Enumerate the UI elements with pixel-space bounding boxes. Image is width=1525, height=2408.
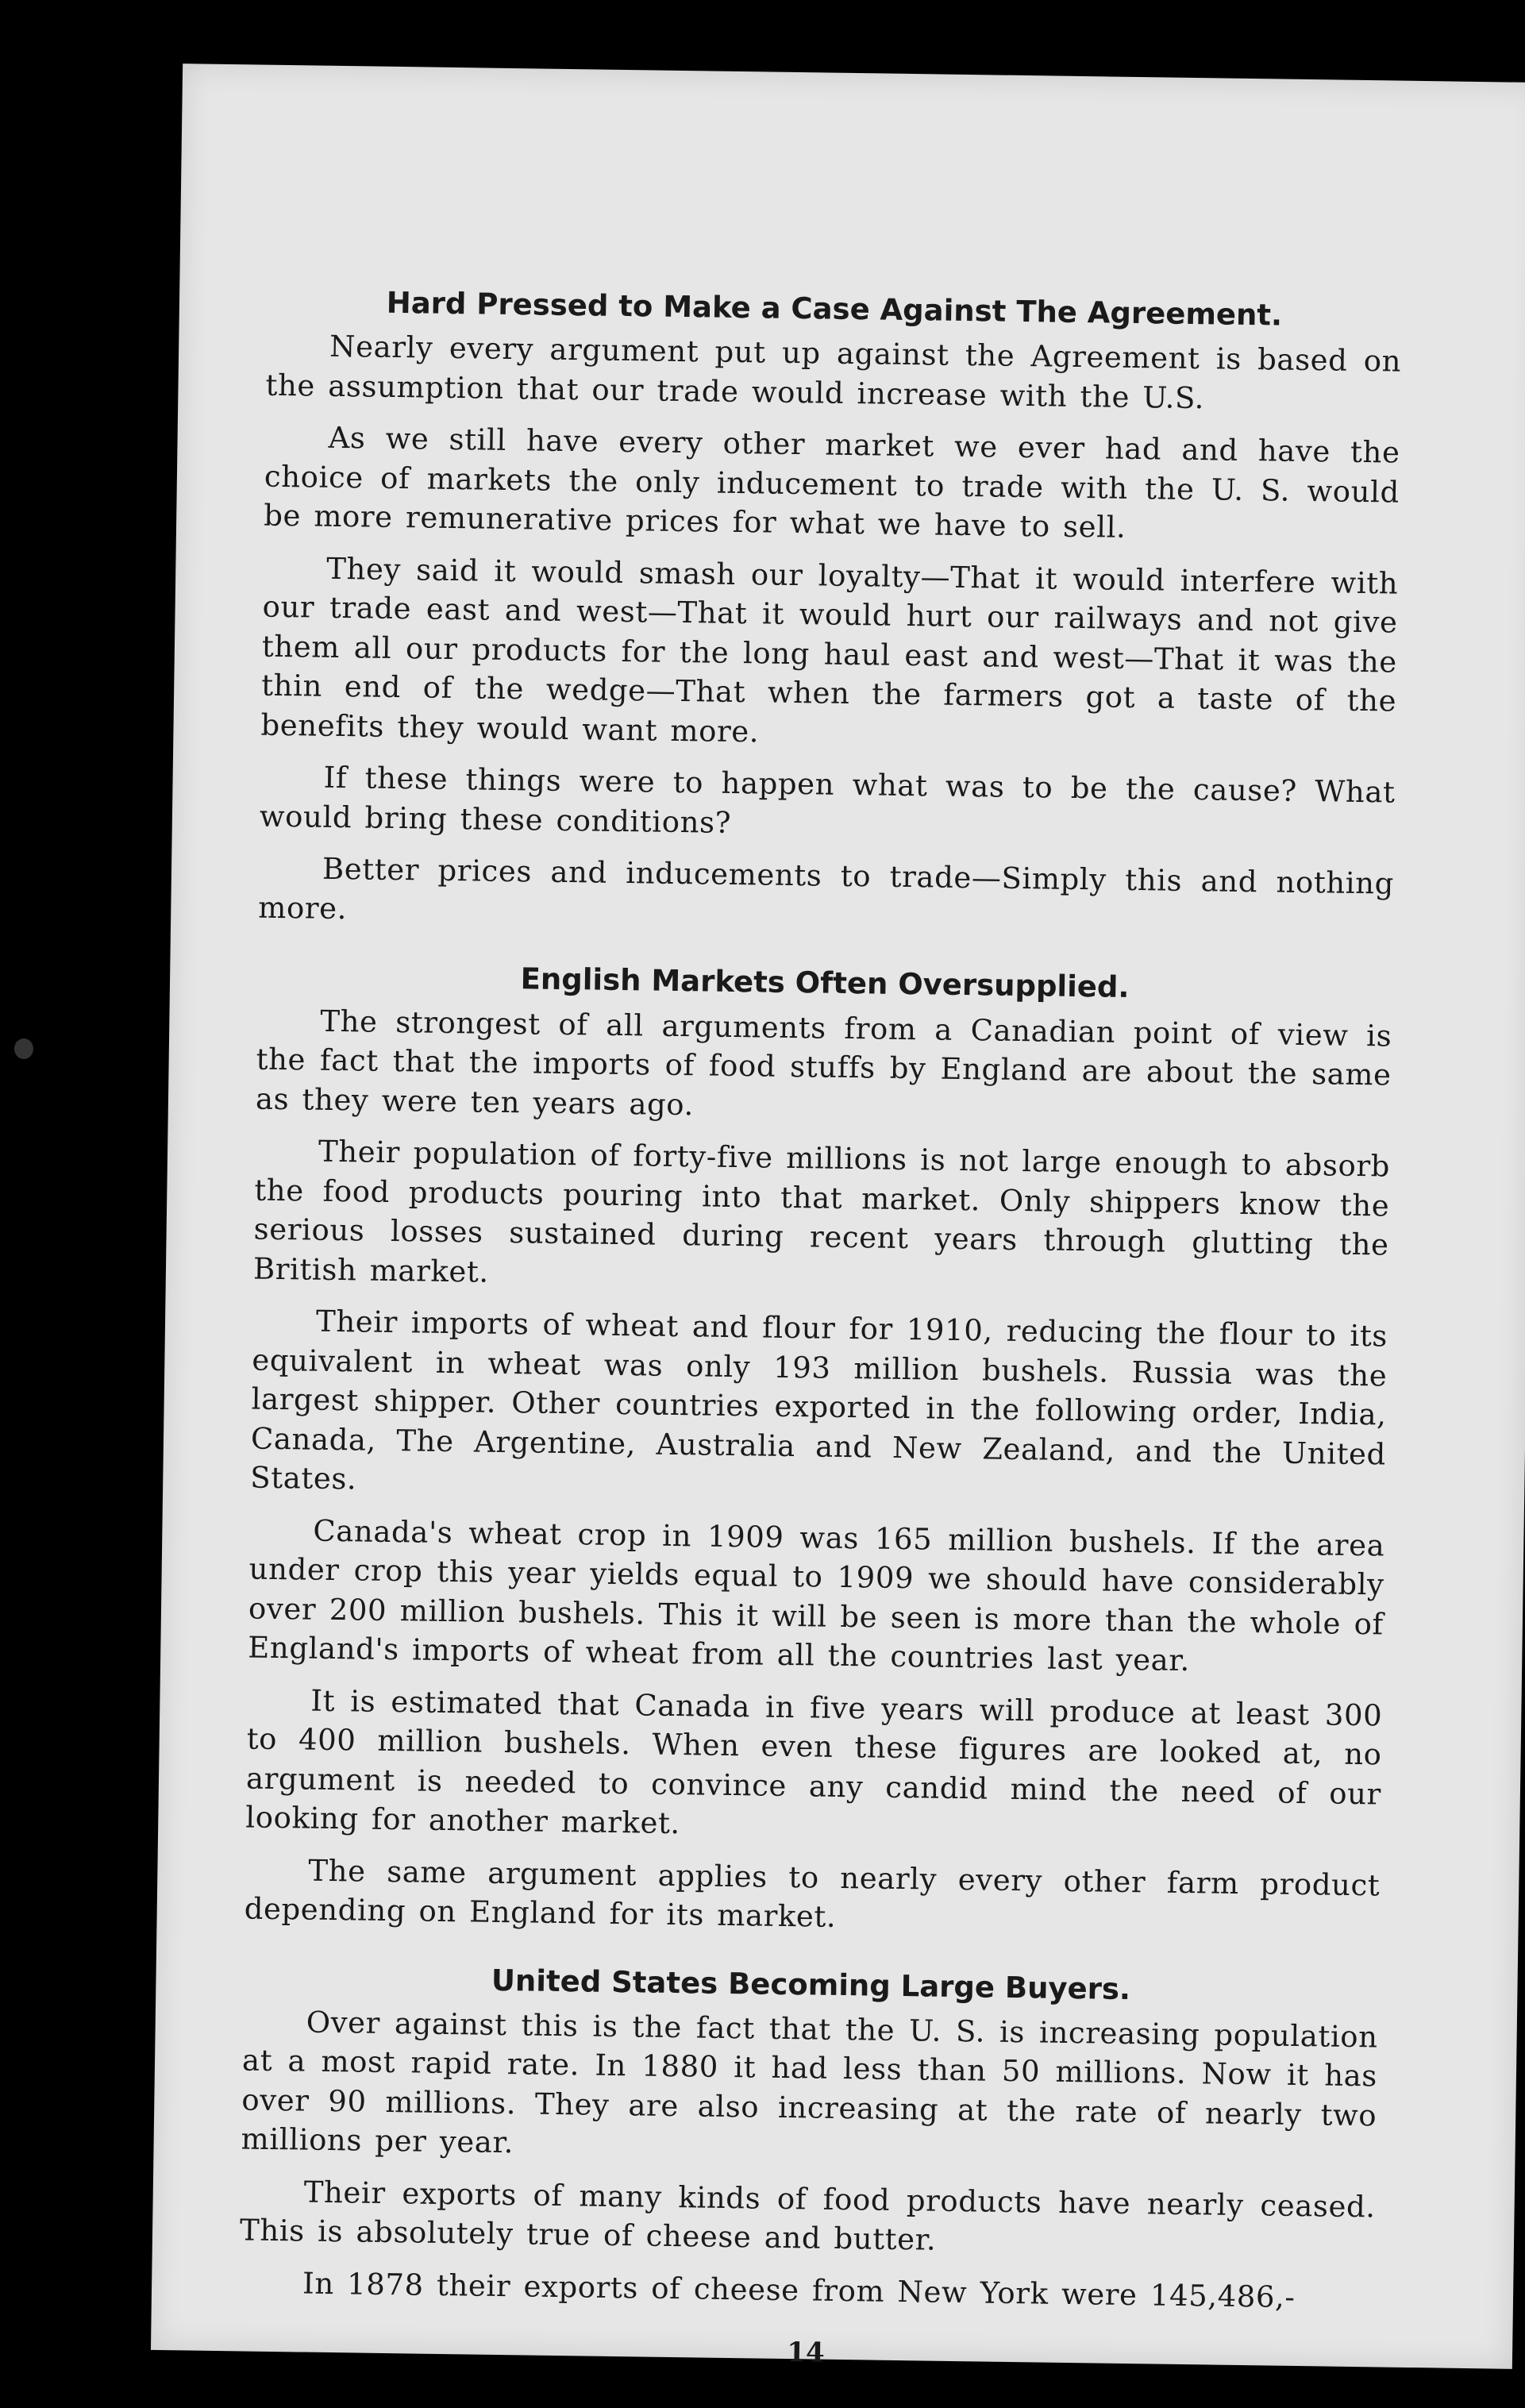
section-heading: Hard Pressed to Make a Case Against The Agreement. — [386, 285, 1283, 333]
paragraph: Their population of forty-five millions is not large enough to absorb the food products pouring into that market. Only shippers know the serious losses sustained during recent years through glutting the British market. — [252, 1134, 1391, 1289]
paragraph: Nearly every argument put up against the Agreement is based on the assumption that our trade would increase with the U.S. — [265, 329, 1402, 415]
section-heading: United States Becoming Large Buyers. — [491, 1963, 1131, 2006]
paragraph: In 1878 their exports of cheese from New York were 145,486,- — [302, 2266, 1296, 2314]
paragraph: It is estimated that Canada in five years will produce at least 300 to 400 million bushels. When even these figures are looked at, no argument is needed to convince any candid mind the need of our looking for another market. — [245, 1683, 1383, 1841]
paragraph: Their imports of wheat and flour for 1910, reducing the flour to its equivalent in wheat was only 193 million bushels. Russia was the largest shipper. Other countries exported in the following order, India, Canada, The Argentine, Australia and New Zealand, and the United States. — [250, 1304, 1388, 1497]
paragraph: The strongest of all arguments from a Canadian point of view is the fact that the imports of food stuffs by England are about the same as they were ten years ago. — [255, 1004, 1392, 1122]
page-content — [238, 283, 1402, 2377]
section-english-markets — [244, 957, 1392, 1944]
page-number: 14 — [787, 2337, 825, 2369]
paragraph: Canada's wheat crop in 1909 was 165 million bushels. If the area under crop this year yields equal to 1909 we should have considerably over 200 million bushels. This it will be seen is more than the whole of England's imports of wheat from all the countries last year. — [248, 1513, 1385, 1678]
paragraph: Better prices and inducements to trade—Simply this and nothing more. — [258, 851, 1395, 926]
scan-speck — [14, 1038, 33, 1059]
paragraph: The same argument applies to nearly every other farm product depending on England for its market. — [244, 1853, 1381, 1934]
paragraph: They said it would smash our loyalty—That it would interfere with our trade east and west—That it would hurt our railways and not give them all our products for the long haul east and west—That it was the thin end of the wedge—That when the farmers got a taste of the benefits they would want more. — [260, 551, 1399, 749]
section-agreement — [258, 283, 1402, 943]
section-heading: English Markets Often Oversupplied. — [520, 961, 1130, 1005]
paragraph: As we still have every other market we ever had and have the choice of markets the only inducement to trade with the U. S. would be more remunerative prices for what we have to sell. — [263, 421, 1400, 545]
paragraph: Their exports of many kinds of food products have nearly ceased. This is absolutely true of cheese and butter. — [239, 2175, 1376, 2257]
paragraph: If these things were to happen what was to be the cause? What would bring these conditions? — [259, 760, 1396, 840]
section-united-states — [239, 1959, 1379, 2318]
paragraph: Over against this is the fact that the U. S. is increasing population at a most rapid rate. In 1880 it had less than 50 millions. Now it has over 90 millions. They are also increasing at the rate of nearly two millions per year. — [241, 2005, 1378, 2160]
document-page — [151, 64, 1525, 2369]
